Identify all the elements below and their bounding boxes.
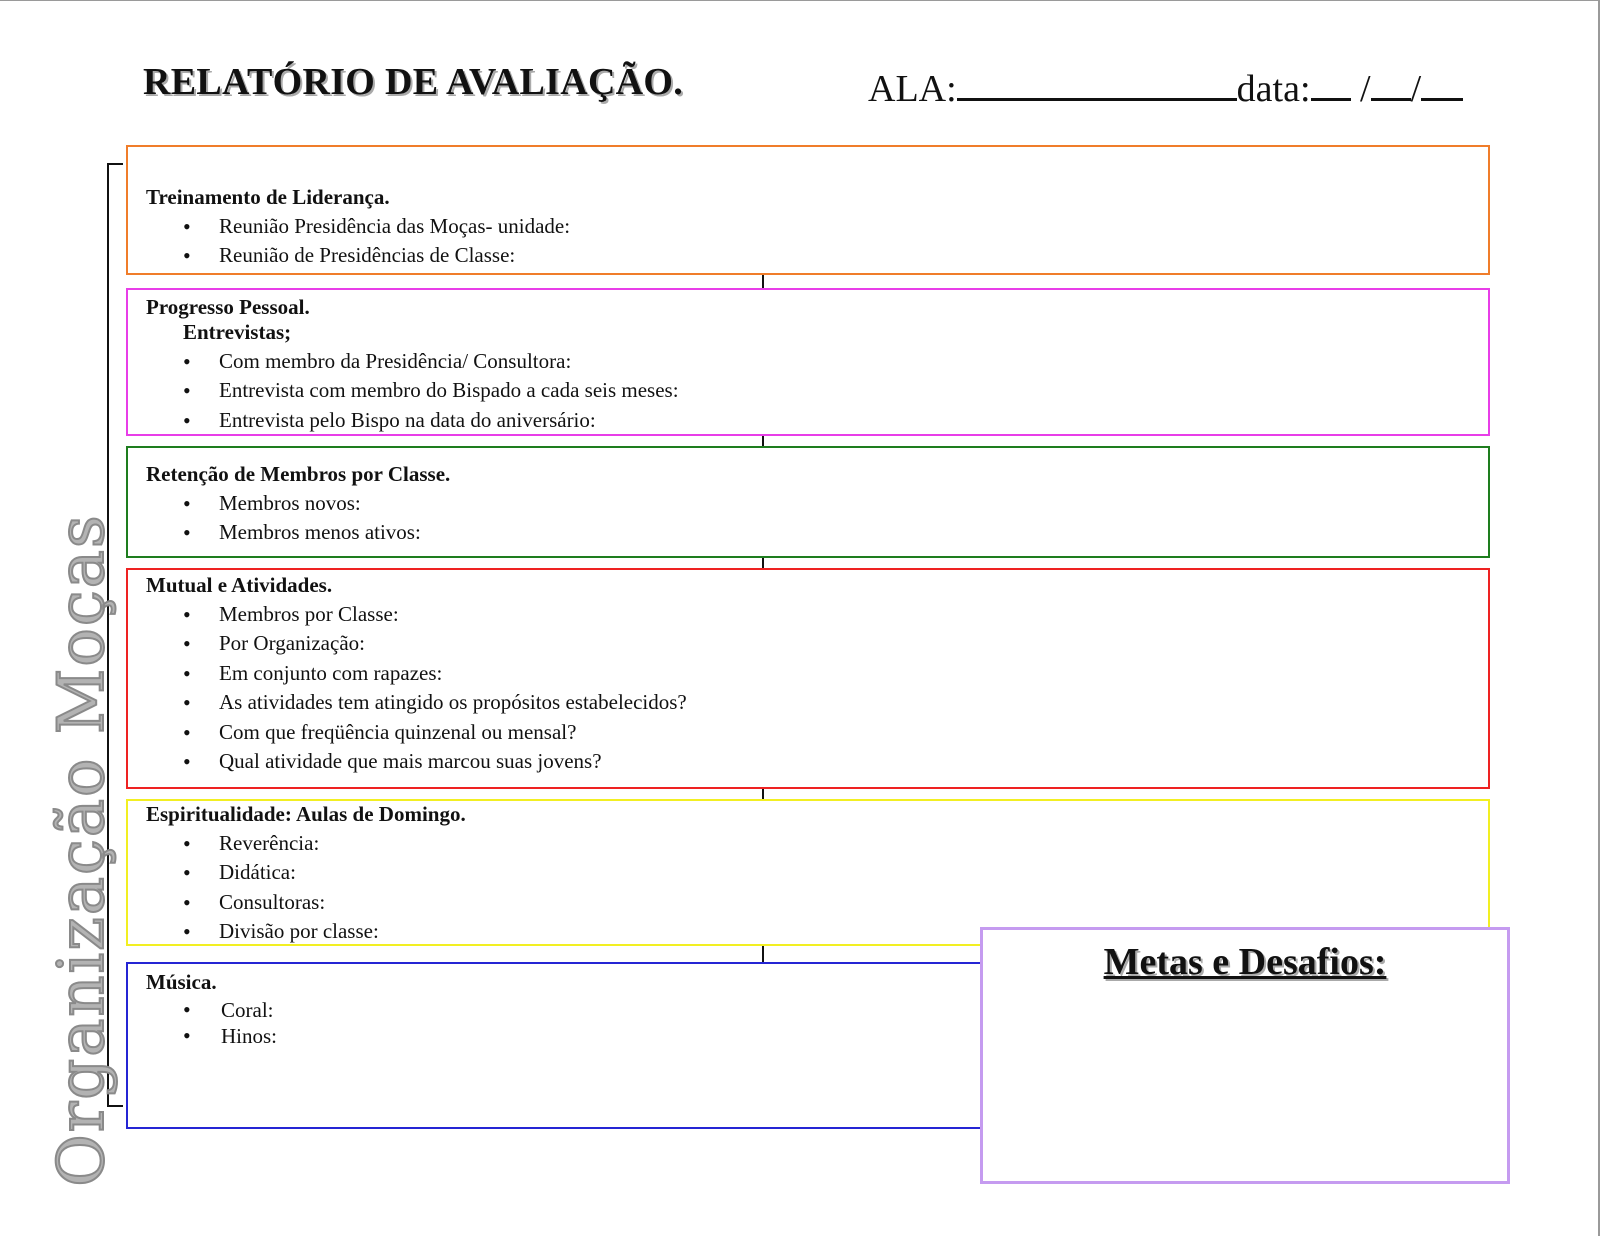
list-item: • Em conjunto com rapazes:: [183, 659, 687, 688]
section-title: Progresso Pessoal.: [146, 295, 310, 319]
list-item: • Reverência:: [183, 829, 379, 858]
list-item: • Divisão por classe:: [183, 917, 379, 946]
list-item: • Membros novos:: [183, 489, 421, 518]
section-spirituality: [126, 799, 1490, 946]
list-item: • Com membro da Presidência/ Consultora:: [183, 347, 679, 376]
bullet-list: [183, 212, 570, 271]
date-separator-2: /: [1410, 68, 1422, 110]
section-activities: [126, 568, 1490, 789]
list-item: • Com que freqüência quinzenal ou mensal?: [183, 718, 687, 747]
list-item: • Qual atividade que mais marcou suas jovens?: [183, 747, 687, 776]
date-day-line[interactable]: [1311, 62, 1351, 101]
list-item: • Reunião Presidência das Moças- unidade:: [183, 212, 570, 241]
bullet-list: [183, 997, 277, 1049]
list-item: • Coral:: [183, 997, 277, 1023]
bullet-list: [183, 829, 379, 947]
list-item: • Por Organização:: [183, 629, 687, 658]
date-month-line[interactable]: [1371, 62, 1411, 101]
list-item: • Didática:: [183, 858, 379, 887]
section-leadership: [126, 145, 1490, 275]
section-title: Mutual e Atividades.: [146, 573, 333, 597]
goals-box: [980, 927, 1510, 1184]
section-title: Retenção de Membros por Classe.: [146, 462, 451, 486]
bullet-list: [183, 489, 421, 548]
bullet-list: [183, 600, 687, 776]
connector: [762, 945, 764, 962]
list-item: • Entrevista pelo Bispo na data do aniversário:: [183, 406, 679, 435]
list-item: • Membros por Classe:: [183, 600, 687, 629]
section-subtitle: Entrevistas;: [183, 320, 292, 344]
list-item: • Consultoras:: [183, 888, 379, 917]
list-item: • Entrevista com membro do Bispado a cada seis meses:: [183, 376, 679, 405]
ward-label: ALA:: [868, 68, 957, 110]
goals-title: Metas e Desafios:: [1103, 941, 1387, 983]
date-year-line[interactable]: [1421, 62, 1463, 101]
section-personal-progress: [126, 288, 1490, 436]
ward-input-line[interactable]: [957, 62, 1237, 101]
page-border-top: [0, 0, 1600, 1]
list-item: • Membros menos ativos:: [183, 518, 421, 547]
section-title: Música.: [146, 970, 217, 994]
section-title: Espiritualidade: Aulas de Domingo.: [146, 802, 466, 826]
header-fields: [868, 62, 1463, 111]
list-item: • Hinos:: [183, 1023, 277, 1049]
connector: [762, 274, 764, 289]
section-title: Treinamento de Liderança.: [146, 185, 390, 209]
date-label: data:: [1236, 68, 1311, 110]
bullet-list: [183, 347, 679, 435]
date-separator-1: /: [1360, 68, 1371, 110]
list-item: • Reunião de Presidências de Classe:: [183, 241, 570, 270]
report-title: RELATÓRIO DE AVALIAÇÃO.: [143, 61, 684, 103]
side-label: Organização Moças: [45, 513, 119, 1187]
section-retention: [126, 446, 1490, 558]
list-item: • As atividades tem atingido os propósitos estabelecidos?: [183, 688, 687, 717]
